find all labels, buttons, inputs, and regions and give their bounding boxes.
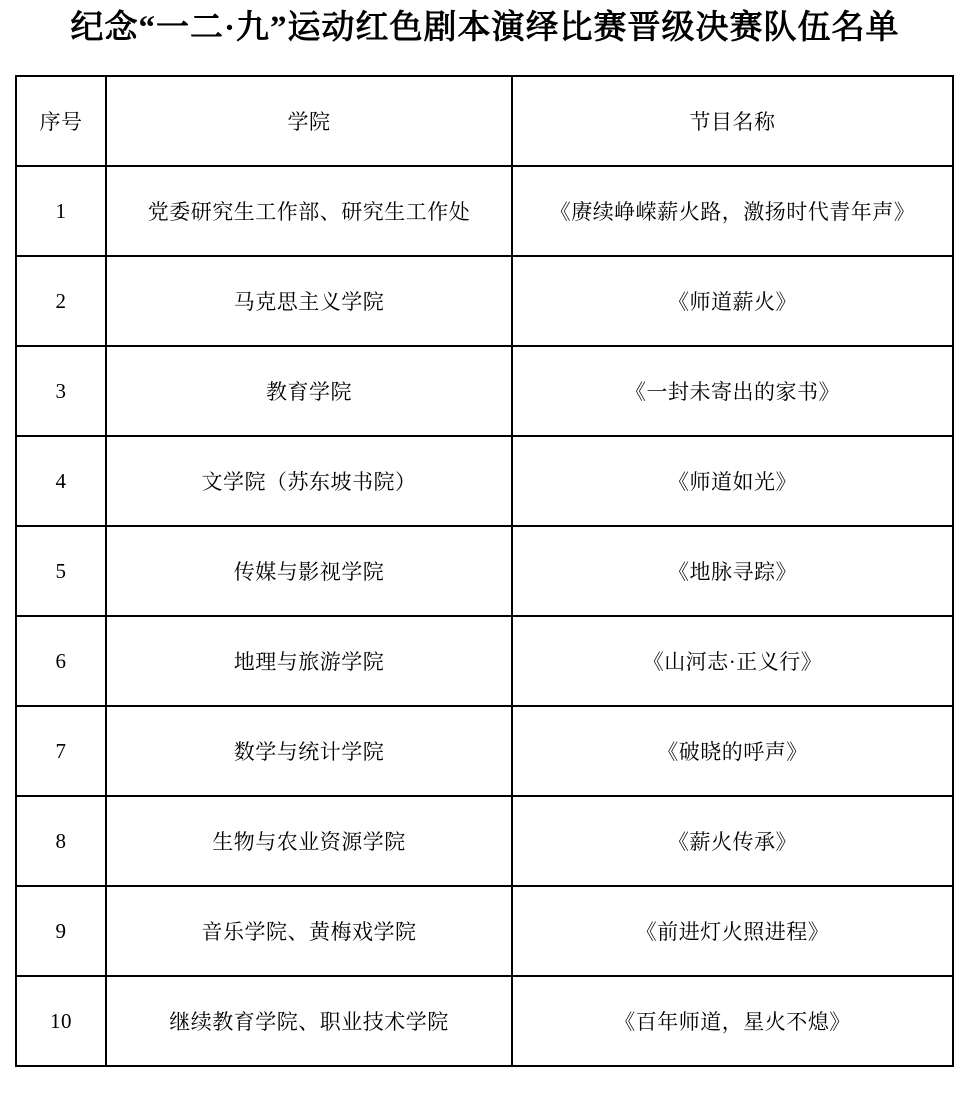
cell-program: 《一封未寄出的家书》 bbox=[512, 346, 953, 436]
table-row bbox=[16, 436, 953, 526]
cell-no: 1 bbox=[16, 166, 106, 256]
cell-no: 5 bbox=[16, 526, 106, 616]
cell-program: 《地脉寻踪》 bbox=[512, 526, 953, 616]
table-row bbox=[16, 616, 953, 706]
table-row bbox=[16, 256, 953, 346]
cell-college: 地理与旅游学院 bbox=[106, 616, 512, 706]
table-row bbox=[16, 976, 953, 1066]
table-header-row bbox=[16, 76, 953, 166]
cell-no: 6 bbox=[16, 616, 106, 706]
cell-college: 传媒与影视学院 bbox=[106, 526, 512, 616]
table-row bbox=[16, 886, 953, 976]
cell-college: 生物与农业资源学院 bbox=[106, 796, 512, 886]
cell-program: 《师道薪火》 bbox=[512, 256, 953, 346]
cell-college: 文学院（苏东坡书院） bbox=[106, 436, 512, 526]
cell-no: 10 bbox=[16, 976, 106, 1066]
table-row bbox=[16, 796, 953, 886]
cell-no: 4 bbox=[16, 436, 106, 526]
cell-college: 继续教育学院、职业技术学院 bbox=[106, 976, 512, 1066]
table-row bbox=[16, 706, 953, 796]
cell-no: 3 bbox=[16, 346, 106, 436]
page-title: 纪念“一二·九”运动红色剧本演绎比赛晋级决赛队伍名单 bbox=[70, 10, 900, 46]
cell-no: 2 bbox=[16, 256, 106, 346]
table-body bbox=[16, 166, 953, 1066]
cell-program: 《师道如光》 bbox=[512, 436, 953, 526]
cell-program: 《破晓的呼声》 bbox=[512, 706, 953, 796]
cell-college: 马克思主义学院 bbox=[106, 256, 512, 346]
cell-college: 党委研究生工作部、研究生工作处 bbox=[106, 166, 512, 256]
cell-college: 数学与统计学院 bbox=[106, 706, 512, 796]
header-cell-college: 学院 bbox=[106, 76, 512, 166]
cell-college: 教育学院 bbox=[106, 346, 512, 436]
table-row bbox=[16, 166, 953, 256]
table-row bbox=[16, 346, 953, 436]
table-row bbox=[16, 526, 953, 616]
finalist-table bbox=[15, 75, 954, 1067]
cell-program: 《赓续峥嵘薪火路，激扬时代青年声》 bbox=[512, 166, 953, 256]
header-cell-program: 节目名称 bbox=[512, 76, 953, 166]
cell-program: 《山河志·正义行》 bbox=[512, 616, 953, 706]
header-cell-no: 序号 bbox=[16, 76, 106, 166]
cell-program: 《薪火传承》 bbox=[512, 796, 953, 886]
cell-no: 7 bbox=[16, 706, 106, 796]
cell-no: 9 bbox=[16, 886, 106, 976]
cell-program: 《百年师道，星火不熄》 bbox=[512, 976, 953, 1066]
cell-college: 音乐学院、黄梅戏学院 bbox=[106, 886, 512, 976]
cell-no: 8 bbox=[16, 796, 106, 886]
cell-program: 《前进灯火照进程》 bbox=[512, 886, 953, 976]
